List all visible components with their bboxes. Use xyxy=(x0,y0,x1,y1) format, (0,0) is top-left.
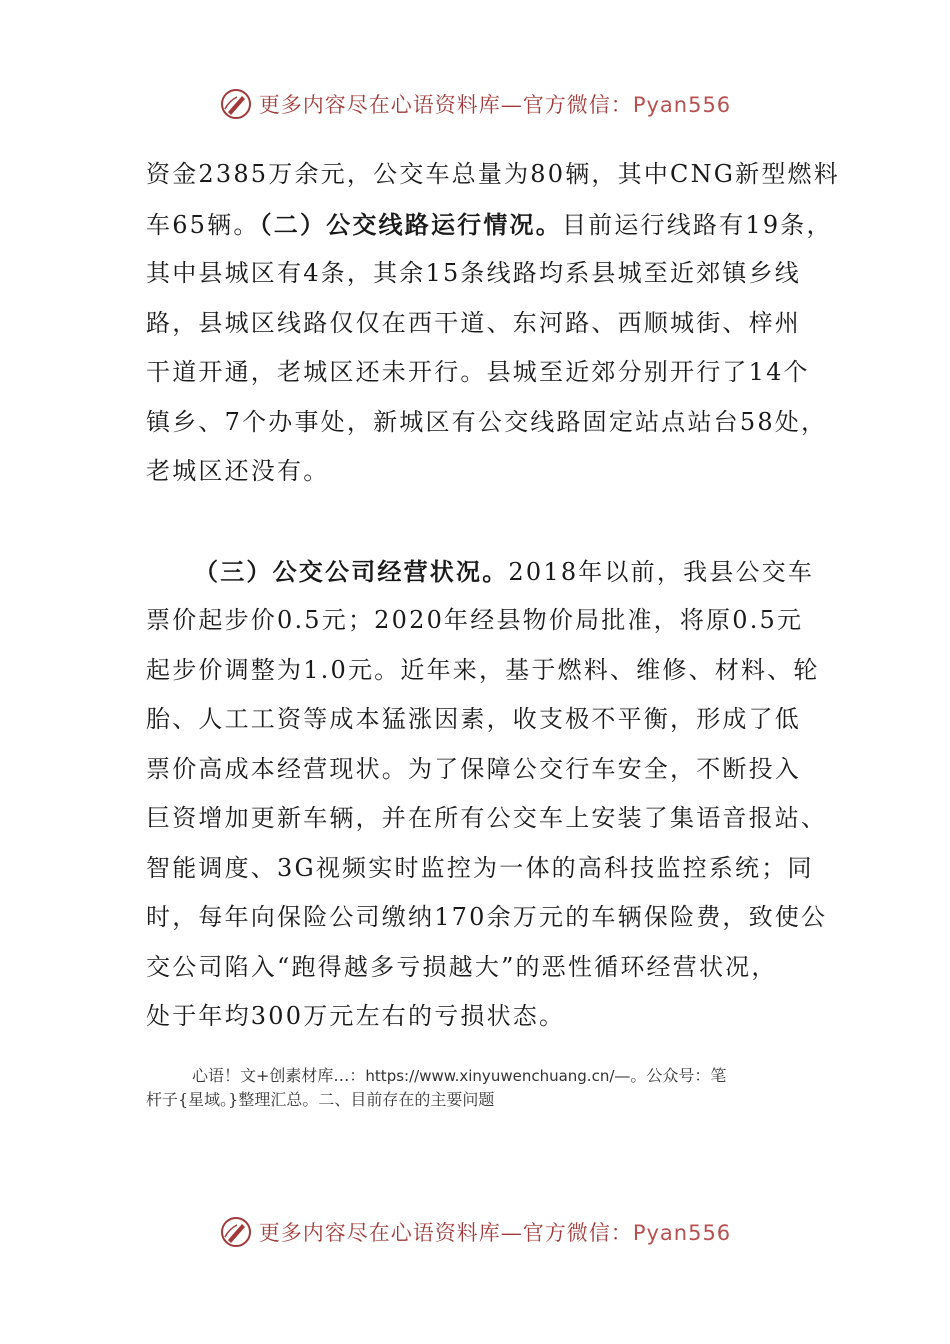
text-line: 交公司陷入“跑得越多亏损越大”的恶性循环经营状况， xyxy=(146,952,778,981)
text-line: 智能调度、3G视频实时监控为一体的高科技监控系统；同 xyxy=(146,853,814,882)
text-line: 老城区还没有。 xyxy=(146,457,330,485)
section-heading-3: （三）公交公司经营状况。 xyxy=(194,556,509,586)
text-line: 干道开通，老城区还未开行。县城至近郊分别开行了14个 xyxy=(146,358,810,386)
text-line: 票价高成本经营现状。为了保障公交行车安全，不断投入 xyxy=(146,754,801,783)
text-line: 时，每年向保险公司缴纳170余万元的车辆保险费，致使公 xyxy=(146,903,828,931)
footnote-line-2: 杆子{星域。}整理汇总。二、目前存在的主要问题 xyxy=(146,1090,495,1109)
text-line: 处于年均300万元左右的亏损状态。 xyxy=(146,1002,566,1030)
text-line: 路，县城区线路仅仅在西干道、东河路、西顺城街、梓州 xyxy=(146,308,801,337)
document-body xyxy=(146,150,840,1042)
header-banner xyxy=(0,84,950,124)
text-line: 胎、人工工资等成本猛涨因素，收支极不平衡，形成了低 xyxy=(146,705,801,733)
header-banner-text: 更多内容尽在心语资料库—官方微信：Pyan556 xyxy=(258,93,732,117)
wechat-id: Pyan556 xyxy=(632,1221,732,1245)
text-line: 资金2385万余元，公交车总量为80辆，其中CNG新型燃料 xyxy=(146,160,840,188)
text-line: 车65辆。（二）公交线路运行情况。目前运行线路有19条， xyxy=(146,209,833,239)
text-line: （三）公交公司经营状况。2018年以前，我县公交车 xyxy=(194,556,815,586)
pen-logo-icon xyxy=(219,1215,253,1249)
pen-logo-icon xyxy=(219,87,253,121)
source-url[interactable]: https://www.xinyuwenchuang.cn/ xyxy=(365,1067,615,1085)
text-line: 镇乡、7个办事处，新城区有公交线路固定站点站台58处， xyxy=(146,407,828,436)
wechat-id: Pyan556 xyxy=(632,93,732,117)
section-heading-2: （二）公交线路运行情况。 xyxy=(259,209,562,239)
text-line: 起步价调整为1.0元。近年来，基于燃料、维修、材料、轮 xyxy=(146,655,820,684)
text-line: 票价起步价0.5元；2020年经县物价局批准，将原0.5元 xyxy=(146,606,804,634)
footnote xyxy=(146,1064,806,1112)
footnote-line-1: 心语！文+创素材库…：https://www.xinyuwenchuang.cn/—。公众号：笔 xyxy=(192,1066,727,1085)
footer-banner xyxy=(0,1212,950,1252)
footer-banner-text: 更多内容尽在心语资料库—官方微信：Pyan556 xyxy=(258,1221,732,1245)
text-line: 巨资增加更新车辆，并在所有公交车上安装了集语音报站、 xyxy=(146,804,828,832)
text-line: 其中县城区有4条，其余15条线路均系县城至近郊镇乡线 xyxy=(146,259,802,287)
